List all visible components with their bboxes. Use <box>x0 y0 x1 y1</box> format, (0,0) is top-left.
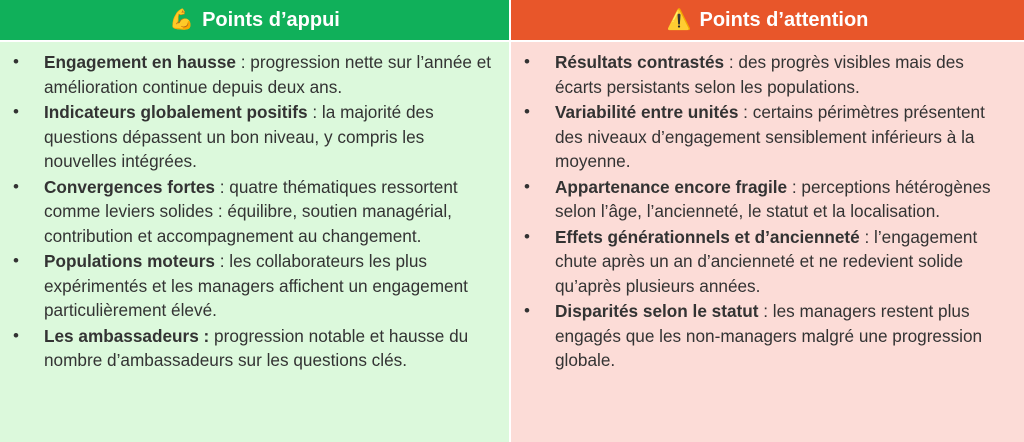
item-heading: Appartenance encore fragile <box>555 176 788 197</box>
bullet: • <box>13 251 19 270</box>
header-title-right: Points d’attention <box>699 8 869 31</box>
item-text: : progression nette sur l’année et amélioration continue depuis deux ans. <box>44 52 492 97</box>
item-heading: Indicateurs globalement positifs <box>44 102 308 122</box>
list-item <box>12 324 495 373</box>
item-text: progression notable et hausse du nombre d’ambassadeurs sur les questions clés. <box>44 325 469 370</box>
list-item <box>523 175 1010 224</box>
list-item <box>523 100 1010 174</box>
points-attention-list <box>523 50 1010 373</box>
list-item <box>523 225 1010 299</box>
list-item <box>523 299 1010 373</box>
item-text: : des progrès visibles mais des écarts persistants selon les populations. <box>555 52 964 97</box>
list-item <box>12 100 495 174</box>
item-heading: Convergences fortes <box>44 176 215 197</box>
item-heading: Effets générationnels et d’ancienneté <box>555 226 860 247</box>
item-text: : les managers restent plus engagés que les non-managers malgré une progression globale. <box>555 301 983 370</box>
item-text: : perceptions hétérogènes selon l’âge, l’ancienneté, le statut et la localisation. <box>555 176 991 221</box>
bullet: • <box>524 102 530 121</box>
points-appui-list <box>12 50 495 373</box>
item-heading: Les ambassadeurs : <box>44 325 210 346</box>
item-text: : certains périmètres présentent des niveaux d’engagement sensiblement inférieurs à la moyenne. <box>555 102 985 171</box>
bullet: • <box>524 301 530 320</box>
list-item <box>12 175 495 249</box>
warning-icon: ⚠️ <box>666 9 692 31</box>
item-text: : l’engagement chute après un an d’ancienneté et ne redevient solide qu’après plusieurs années. <box>555 226 978 296</box>
item-heading: Résultats contrastés <box>555 52 725 72</box>
list-item <box>12 249 495 323</box>
bullet: • <box>524 176 530 196</box>
bullet: • <box>13 176 19 196</box>
list-item <box>12 50 495 99</box>
bullet: • <box>524 226 530 246</box>
points-attention-panel <box>511 40 1024 442</box>
item-heading: Populations moteurs <box>44 251 215 271</box>
bullet: • <box>13 325 19 345</box>
item-text: : quatre thématiques ressortent comme leviers solides : équilibre, soutien managérial, contribution et accompagnement au changement. <box>44 176 458 246</box>
item-heading: Disparités selon le statut <box>555 301 759 321</box>
bullet: • <box>13 52 19 71</box>
header-points-attention <box>511 0 1024 40</box>
bullet: • <box>524 52 530 71</box>
bullet: • <box>13 102 19 121</box>
header-points-appui <box>0 0 511 40</box>
item-text: : la majorité des questions dépassent un bon niveau, y compris les nouvelles intégrées. <box>44 102 434 171</box>
item-text: : les collaborateurs les plus expérimentés et les managers affichent un engagement particulièrement élevé. <box>44 251 468 320</box>
list-item <box>523 50 1010 99</box>
item-heading: Engagement en hausse <box>44 52 236 72</box>
item-heading: Variabilité entre unités <box>555 102 739 122</box>
flexed-biceps-icon: 💪 <box>169 9 195 31</box>
points-appui-panel <box>0 40 511 442</box>
header-title-left: Points d’appui <box>202 8 340 31</box>
